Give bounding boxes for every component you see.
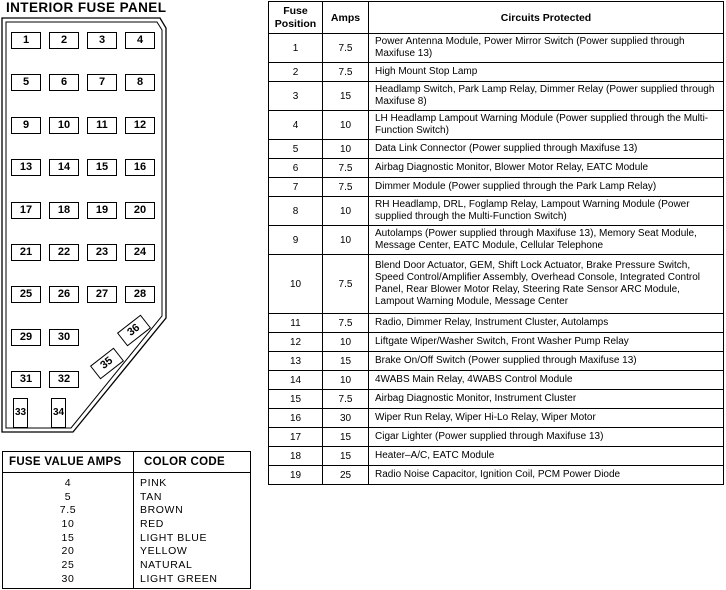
color-code-color: PINK (140, 477, 167, 489)
fuse-amps-cell: 7.5 (323, 390, 369, 409)
fuse-table-row (269, 352, 724, 371)
color-code-row (3, 545, 250, 559)
fuse-slot-13: 13 (11, 159, 41, 176)
color-code-color: LIGHT BLUE (140, 531, 208, 544)
fuse-slot-3: 3 (87, 32, 117, 49)
header-fuse-position: Fuse Position (269, 2, 323, 34)
circuits-cell: Dimmer Module (Power supplied through the Park Lamp Relay) (369, 178, 724, 197)
color-code-amps: 4 (64, 477, 72, 489)
circuits-cell: Headlamp Switch, Park Lamp Relay, Dimmer Relay (Power supplied through Maxifuse 8) (369, 82, 724, 111)
fuse-slot-17: 17 (11, 202, 41, 219)
fuse-amps-cell: 15 (323, 428, 369, 447)
fuse-slot-29: 29 (11, 329, 41, 346)
fuse-table-row (269, 63, 724, 82)
fuse-position-cell: 10 (269, 255, 323, 314)
fuse-table-row (269, 428, 724, 447)
fuse-position-cell: 15 (269, 390, 323, 409)
fuse-table-row (269, 371, 724, 390)
fuse-amps-cell: 30 (323, 409, 369, 428)
circuits-cell: Blend Door Actuator, GEM, Shift Lock Actuator, Brake Pressure Switch, Speed Control/Amplifier Assembly, Overhead Console, Integrated Control Panel, Rear Blower Motor Relay, Steering Rate Sensor ARC Module, Lampout Warning Module, Message Center (369, 255, 724, 314)
fuse-position-cell: 1 (269, 34, 323, 63)
fuse-position-cell: 8 (269, 197, 323, 226)
color-code-row (3, 477, 250, 491)
fuse-slot-8: 8 (125, 74, 155, 91)
circuits-cell: Airbag Diagnostic Monitor, Blower Motor Relay, EATC Module (369, 159, 724, 178)
circuits-cell: Autolamps (Power supplied through Maxifuse 13), Memory Seat Module, Message Center, EATC Module, Cellular Telephone (369, 226, 724, 255)
fuse-table-row (269, 466, 724, 485)
fuse-amps-cell: 10 (323, 111, 369, 140)
fuse-table-row (269, 333, 724, 352)
fuse-position-cell: 3 (269, 82, 323, 111)
fuse-table-row (269, 255, 724, 314)
color-code-color: BROWN (140, 504, 184, 517)
color-code-color: RED (140, 518, 164, 531)
color-code-amps: 20 (61, 545, 75, 558)
fuse-slot-23: 23 (87, 244, 117, 261)
circuits-cell: Radio, Dimmer Relay, Instrument Cluster, Autolamps (369, 314, 724, 333)
fuse-position-cell: 6 (269, 159, 323, 178)
color-code-color: TAN (140, 490, 163, 503)
fuse-slot-18: 18 (49, 202, 79, 219)
fuse-amps-cell: 10 (323, 333, 369, 352)
fuse-slot-12: 12 (125, 117, 155, 134)
fuse-slot-16: 16 (125, 159, 155, 176)
color-code-row (3, 559, 250, 573)
circuits-cell: LH Headlamp Lampout Warning Module (Power supplied through the Multi-Function Switch) (369, 111, 724, 140)
header-amps: Amps (323, 2, 369, 34)
fuse-slot-10: 10 (49, 117, 79, 134)
fuse-table-row (269, 159, 724, 178)
fuse-slot-7: 7 (87, 74, 117, 91)
fuse-amps-cell: 15 (323, 447, 369, 466)
panel-title: INTERIOR FUSE PANEL (6, 0, 167, 15)
color-code-row (3, 504, 250, 518)
fuse-table-row (269, 314, 724, 333)
fuse-slot-4: 4 (125, 32, 155, 49)
circuits-cell: Cigar Lighter (Power supplied through Maxifuse 13) (369, 428, 724, 447)
fuse-slot-1: 1 (11, 32, 41, 49)
circuits-cell: Data Link Connector (Power supplied through Maxifuse 13) (369, 140, 724, 159)
fuse-slot-34: 34 (51, 398, 66, 428)
circuits-cell: RH Headlamp, DRL, Foglamp Relay, Lampout Warning Module (Power supplied through the Multi-Function Switch) (369, 197, 724, 226)
fuse-slot-26: 26 (49, 286, 79, 303)
circuits-cell: 4WABS Main Relay, 4WABS Control Module (369, 371, 724, 390)
color-code-amps: 10 (61, 518, 75, 531)
color-code-header-amps: FUSE VALUE AMPS (9, 456, 122, 468)
fuse-slot-20: 20 (125, 202, 155, 219)
color-code-row (3, 518, 250, 532)
fuse-position-cell: 9 (269, 226, 323, 255)
circuits-cell: Liftgate Wiper/Washer Switch, Front Washer Pump Relay (369, 333, 724, 352)
circuits-cell: High Mount Stop Lamp (369, 63, 724, 82)
color-code-row (3, 532, 250, 546)
color-code-row (3, 491, 250, 505)
fuse-slot-5: 5 (11, 74, 41, 91)
fuse-table-row (269, 178, 724, 197)
fuse-slot-28: 28 (125, 286, 155, 303)
fuse-slot-15: 15 (87, 159, 117, 176)
circuits-cell: Radio Noise Capacitor, Ignition Coil, PCM Power Diode (369, 466, 724, 485)
fuse-amps-cell: 7.5 (323, 255, 369, 314)
fuse-position-cell: 2 (269, 63, 323, 82)
circuits-cell: Power Antenna Module, Power Mirror Switch (Power supplied through Maxifuse 13) (369, 34, 724, 63)
fuse-slot-19: 19 (87, 202, 117, 219)
fuse-amps-cell: 15 (323, 352, 369, 371)
fuse-slot-14: 14 (49, 159, 79, 176)
fuse-slot-11: 11 (87, 117, 117, 134)
fuse-table-row (269, 34, 724, 63)
fuse-slot-36: 36 (117, 315, 151, 347)
color-code-amps: 5 (64, 490, 72, 503)
fuse-position-cell: 5 (269, 140, 323, 159)
fuse-slot-31: 31 (11, 371, 41, 388)
color-code-row (3, 573, 250, 587)
fuse-slot-32: 32 (49, 371, 79, 388)
fuse-amps-cell: 10 (323, 226, 369, 255)
fuse-amps-cell: 15 (323, 82, 369, 111)
circuits-cell: Wiper Run Relay, Wiper Hi-Lo Relay, Wiper Motor (369, 409, 724, 428)
fuse-position-cell: 4 (269, 111, 323, 140)
circuits-cell: Brake On/Off Switch (Power supplied through Maxifuse 13) (369, 352, 724, 371)
color-code-amps: 7.5 (59, 504, 77, 517)
fuse-position-cell: 17 (269, 428, 323, 447)
fuse-circuits-table (268, 1, 724, 485)
fuse-position-cell: 16 (269, 409, 323, 428)
fuse-table-row (269, 197, 724, 226)
color-code-color: LIGHT GREEN (140, 572, 218, 585)
color-code-color: NATURAL (140, 559, 193, 572)
fuse-amps-cell: 10 (323, 371, 369, 390)
fuse-slot-2: 2 (49, 32, 79, 49)
fuse-amps-cell: 25 (323, 466, 369, 485)
fuse-position-cell: 18 (269, 447, 323, 466)
circuits-cell: Heater–A/C, EATC Module (369, 447, 724, 466)
color-code-amps: 25 (61, 559, 75, 572)
color-code-header-color: COLOR CODE (133, 452, 225, 472)
fuse-slot-25: 25 (11, 286, 41, 303)
fuse-position-cell: 11 (269, 314, 323, 333)
fuse-amps-cell: 7.5 (323, 63, 369, 82)
color-code-amps: 15 (61, 531, 75, 544)
fuse-slot-24: 24 (125, 244, 155, 261)
fuse-amps-cell: 7.5 (323, 159, 369, 178)
fuse-slot-27: 27 (87, 286, 117, 303)
fuse-position-cell: 19 (269, 466, 323, 485)
color-code-table (2, 451, 251, 589)
fuse-table-row (269, 409, 724, 428)
fuse-slot-21: 21 (11, 244, 41, 261)
fuse-position-cell: 7 (269, 178, 323, 197)
fuse-amps-cell: 7.5 (323, 178, 369, 197)
fuse-slot-9: 9 (11, 117, 41, 134)
fuse-table-row (269, 390, 724, 409)
color-code-color: YELLOW (140, 545, 188, 558)
circuits-cell: Airbag Diagnostic Monitor, Instrument Cluster (369, 390, 724, 409)
fuse-position-cell: 12 (269, 333, 323, 352)
fuse-table-row (269, 140, 724, 159)
fuse-table-row (269, 226, 724, 255)
fuse-amps-cell: 7.5 (323, 314, 369, 333)
fuse-table-row (269, 111, 724, 140)
fuse-slot-35: 35 (90, 348, 124, 380)
fuse-slot-6: 6 (49, 74, 79, 91)
fuse-table-row (269, 82, 724, 111)
fuse-amps-cell: 7.5 (323, 34, 369, 63)
fuse-slot-22: 22 (49, 244, 79, 261)
header-circuits: Circuits Protected (369, 2, 724, 34)
fuse-position-cell: 13 (269, 352, 323, 371)
fuse-amps-cell: 10 (323, 197, 369, 226)
fuse-slot-30: 30 (49, 329, 79, 346)
fuse-slot-33: 33 (13, 398, 28, 428)
fuse-position-cell: 14 (269, 371, 323, 390)
color-code-amps: 30 (61, 572, 75, 585)
fuse-table-row (269, 447, 724, 466)
fuse-amps-cell: 10 (323, 140, 369, 159)
